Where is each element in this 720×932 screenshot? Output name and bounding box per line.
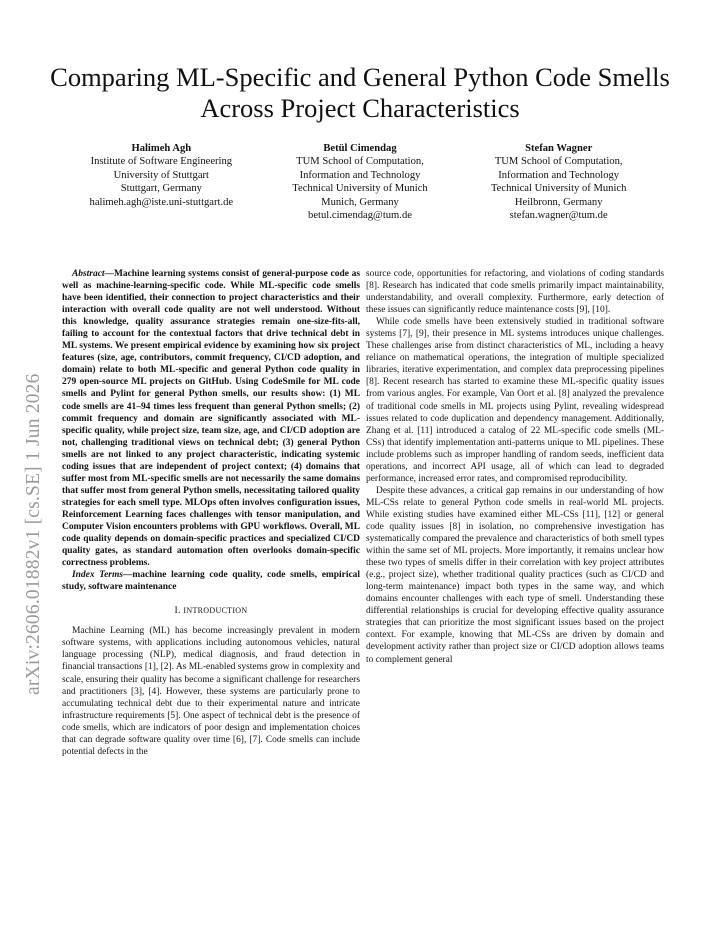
- author-block: [62, 142, 658, 222]
- index-terms-label: Index Terms: [72, 570, 123, 581]
- author-affiliation-line: Stuttgart, Germany: [120, 183, 202, 195]
- author-email: stefan.wagner@tum.de: [509, 210, 608, 222]
- author-affiliation-line: Heilbronn, Germany: [514, 196, 603, 208]
- section-number: I.: [174, 605, 181, 617]
- body-paragraph: Machine Learning (ML) has become increasingly prevalent in modern software systems, with applications including autonomous vehicles, natural language processing (NLP), medical diagnosis, and fraud detection in financial transactions [1], [2]. As ML-enabled systems grow in complexity and scale, ensuring their quality has become a significant challenge for researchers and practitioners [3], [4]. However, these systems are particularly prone to accumulating technical debt due to their experimental nature and intricate infrastructure requirements [5]. One aspect of technical debt is the presence of code smells, which are indicators of poor design and implementation choices that can degrade software quality over time [6], [7]. Code smells can include potential defects in the: [62, 626, 360, 757]
- author-affiliation-line: Information and Technology: [498, 169, 620, 181]
- author-email: halimeh.agh@iste.uni-stuttgart.de: [89, 196, 234, 208]
- body-paragraph: Despite these advances, a critical gap remains in our understanding of how ML-CSs relate to general Python code smells in real-world ML projects. While existing studies have examined either ML-CSs [11], [12] or general code quality issues [8] in isolation, no comprehensive investigation has systematically compared the prevalence and characteristics of both smell types within the same set of ML projects. More importantly, it remains unclear how these two types of smells differ in their correlation with key project attributes (e.g., project size), whether traditional quality practices (such as CI/CD and long-term maintenance) impact both types in the same way, and which domains encounter challenges with each type of smell. Understanding these differential relationships is crucial for developing effective quality assurance strategies that can prioritize the most significant issues based on the project context. For example, knowing that ML-CSs are driven by domain and development activity rather than project size or CI/CD adoption allows teams to complement general: [366, 485, 664, 665]
- author-affiliation-line: Technical University of Munich: [490, 183, 627, 195]
- abstract: [62, 268, 360, 569]
- author-affiliation-line: University of Stuttgart: [113, 169, 209, 181]
- index-terms-text: —machine learning code quality, code smells, empirical study, software maintenance: [62, 570, 360, 593]
- section-heading: [62, 605, 360, 617]
- author-affiliation-line: TUM School of Computation,: [296, 156, 424, 168]
- author-affiliation-line: Munich, Germany: [321, 196, 399, 208]
- author-email: betul.cimendag@tum.de: [308, 210, 412, 222]
- author-3: [459, 142, 658, 222]
- author-affiliation-line: Technical University of Munich: [292, 183, 428, 195]
- abstract-label: Abstract: [72, 269, 105, 279]
- author-name: Betül Cimendag: [323, 143, 397, 154]
- index-terms: [62, 569, 360, 593]
- arxiv-stamp: arXiv:2606.01882v1 [cs.SE] 1 Jun 2026: [23, 373, 44, 695]
- paper-title: Comparing ML-Specific and General Python Code Smells Across Project Characteristics: [50, 62, 670, 123]
- body-paragraph: While code smells have been extensively studied in traditional software systems [7], [9], their presence in ML systems introduces unique challenges. These challenges arise from distinct characteristics of ML, including a heavy reliance on mathematical operations, the integration of multiple specialized libraries, iterative experimentation, and complex data preprocessing pipelines [8]. Recent research has started to examine these ML-specific quality issues from various angles. For example, Van Oort et al. [8] analyzed the prevalence of traditional code smells in ML projects using Pylint, revealing widespread issues related to code duplication and dependency management. Additionally, Zhang et al. [11] introduced a catalog of 22 ML-specific code smells (ML-CSs) that identify implementation anti-patterns unique to ML pipelines. These include problems such as improper handling of random seeds, inefficient data operations, and incorrect API usage, all of which can lead to degraded performance, increased error rates, and compromised reproducibility.: [366, 317, 664, 484]
- author-name: Halimeh Agh: [131, 143, 192, 154]
- body-paragraph: source code, opportunities for refactoring, and violations of coding standards [8]. Research has indicated that code smells primarily impact maintainability, understandability, and overall complexity. Furthermore, early detection of these issues can significantly reduce maintenance costs [9], [10].: [366, 269, 664, 316]
- right-column: [366, 268, 664, 666]
- author-affiliation-line: Information and Technology: [299, 169, 421, 181]
- author-affiliation-line: Institute of Software Engineering: [90, 156, 233, 168]
- author-2: [261, 142, 460, 222]
- section-title: INTRODUCTION: [183, 606, 248, 616]
- abstract-text: —Machine learning systems consist of general-purpose code as well as machine-learning-specific code. While ML-specific code smells have been identified, their connection to project characteristics and their interaction with overall code quality are not well understood. Without this knowledge, quality assurance strategies remain one-size-fits-all, failing to account for the contextual factors that drive technical debt in ML systems. We present empirical evidence by examining how six project features (size, age, contributors, commit frequency, CI/CD adoption, and domain) relate to both ML-specific and general Python code quality in 279 open-source ML projects on GitHub. Using CodeSmile for ML code smells and Pylint for general Python smells, our results show: (1) ML code smells are 41–94 times less frequent than general Python smells; (2) commit frequency and domain are significantly associated with ML-specific quality, while project size, team size, age, and CI/CD adoption are not, challenging traditional views on technical debt; (3) general Python smells are not linked to any project characteristic, indicating systemic coding issues that are independent of project context; (4) domains that suffer most from ML-specific smells are not necessarily the same domains that suffer most from general Python smells, necessitating tailored quality strategies for each smell type. MLOps often involves configuration issues, Reinforcement Learning faces challenges with tensor manipulation, and Computer Vision encounters problems with GPU workflows. Overall, ML code quality depends on domain-specific practices and specialized CI/CD quality gates, as standard automation often overlooks domain-specific correctness problems.: [62, 269, 360, 569]
- author-name: Stefan Wagner: [525, 143, 593, 154]
- left-column: [62, 268, 360, 758]
- author-affiliation-line: TUM School of Computation,: [494, 156, 623, 168]
- author-1: [62, 142, 261, 222]
